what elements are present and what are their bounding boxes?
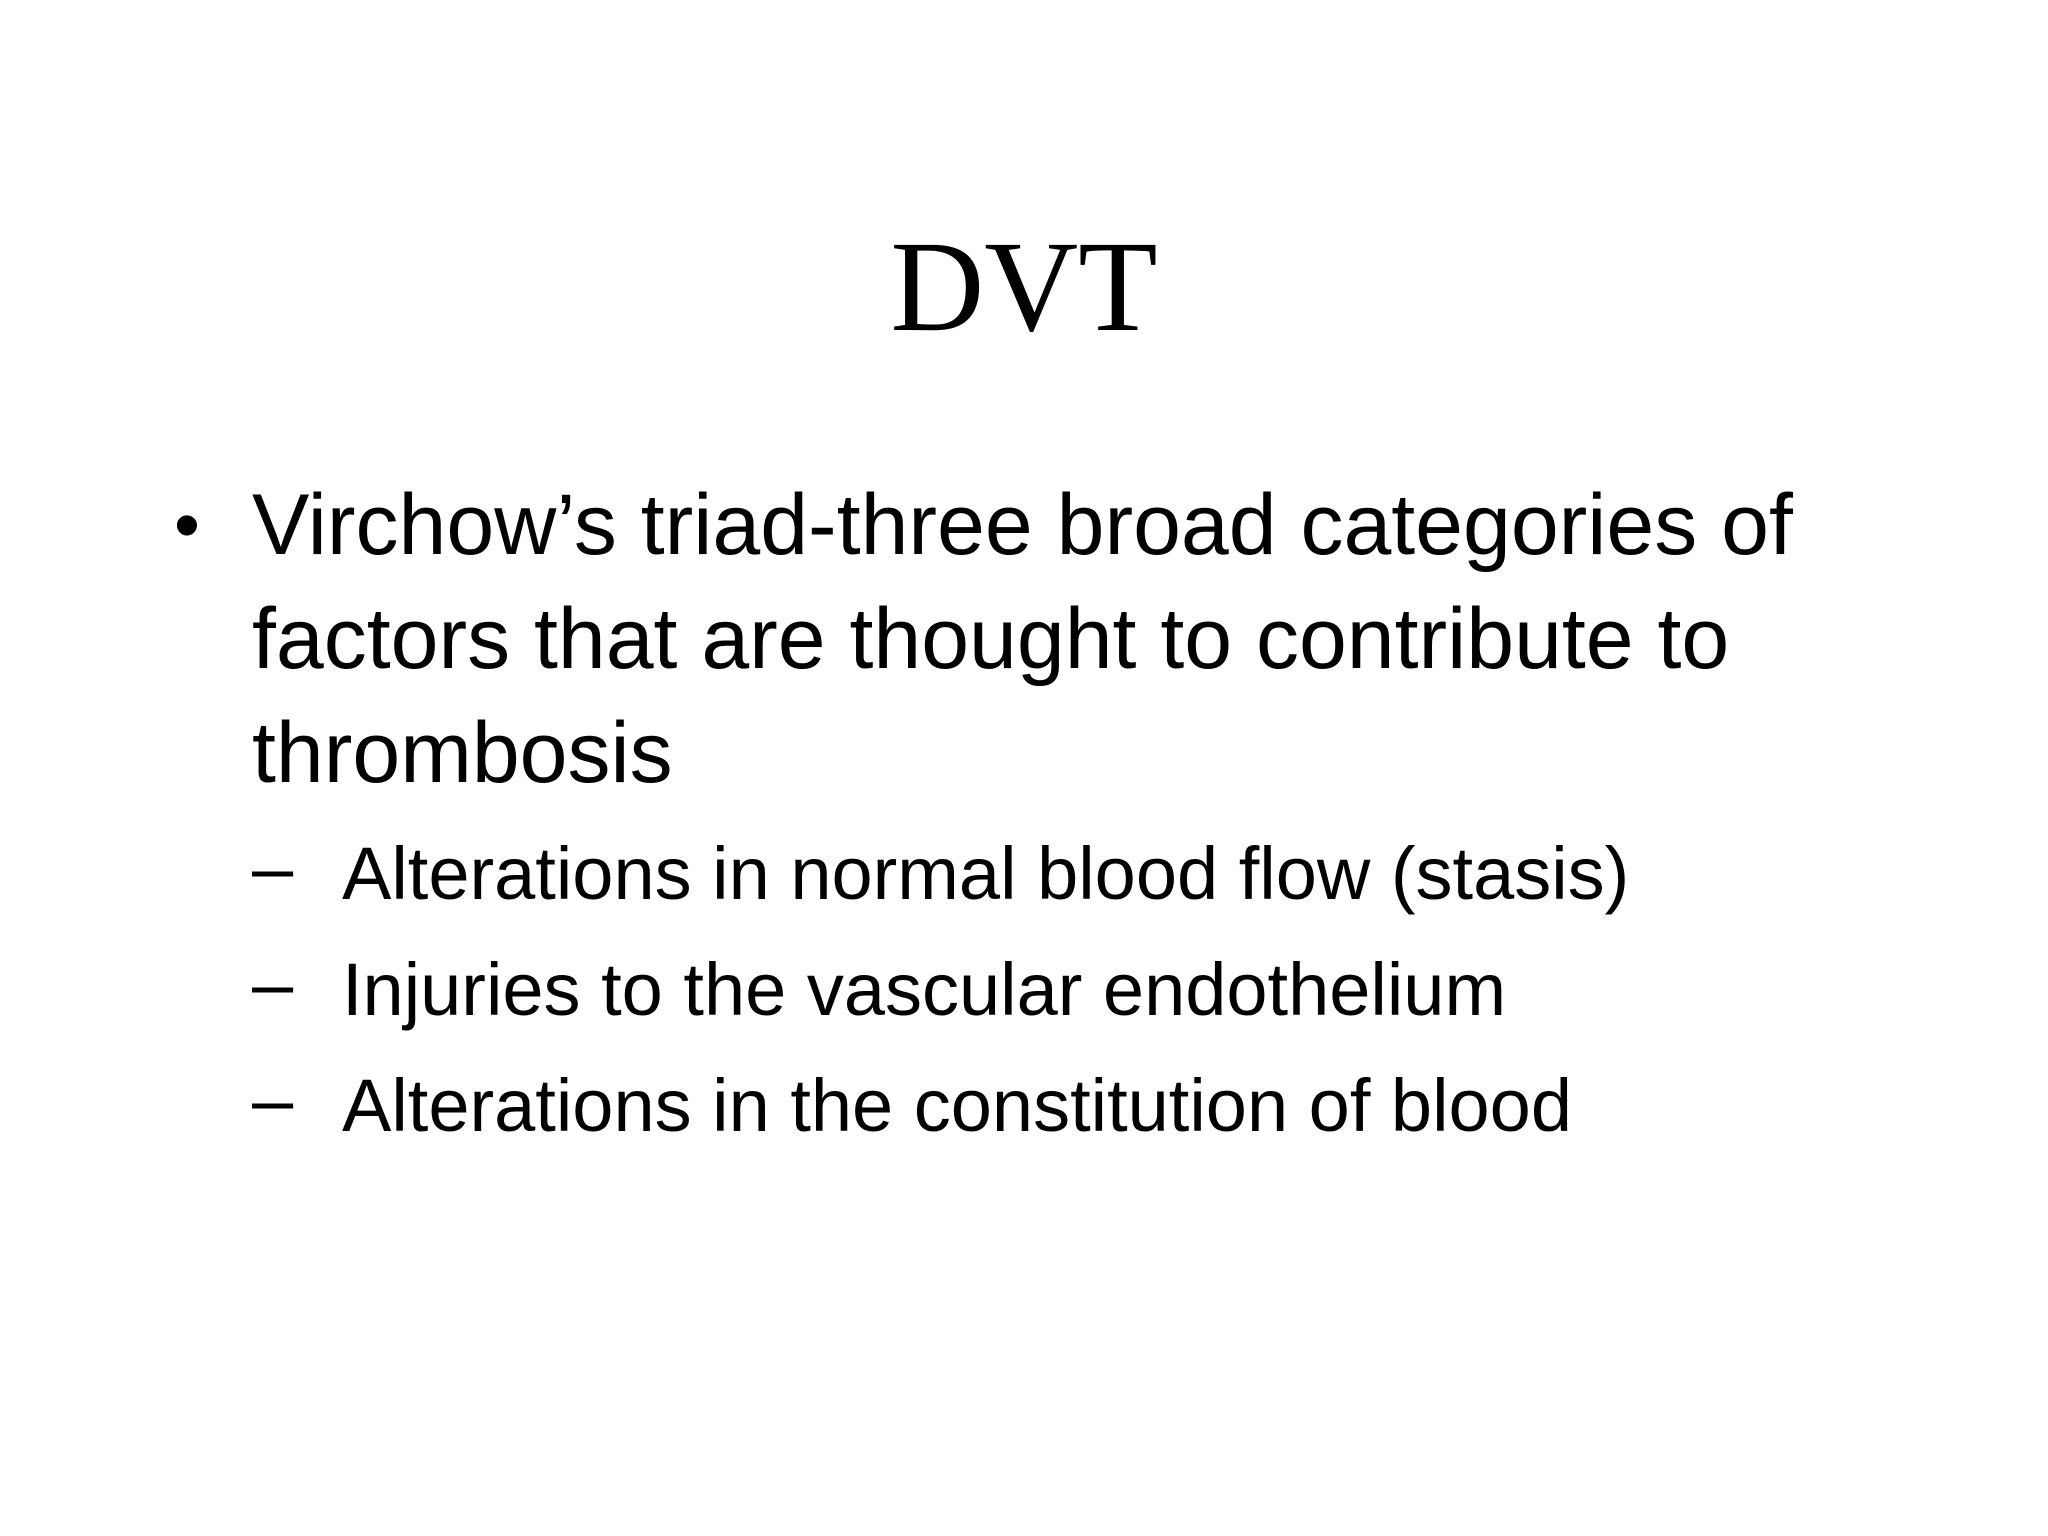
- sub-bullet-item: [252, 1048, 1880, 1164]
- bullet-dot-icon: •: [174, 483, 200, 566]
- dash-icon: –: [252, 1058, 294, 1141]
- bullet-list: [160, 468, 1880, 1164]
- sub-bullet-list: [252, 816, 1880, 1164]
- sub-bullet-item: [252, 932, 1880, 1048]
- sub-bullet-text: Alterations in normal blood flow (stasis): [342, 832, 1630, 915]
- bullet-item: [160, 468, 1880, 1164]
- sub-bullet-text: Alterations in the constitution of blood: [342, 1064, 1572, 1147]
- sub-bullet-text: Injuries to the vascular endothelium: [342, 948, 1507, 1031]
- sub-bullet-item: [252, 816, 1880, 932]
- slide-title: DVT: [890, 215, 1158, 359]
- dash-icon: –: [252, 826, 294, 909]
- dash-icon: –: [252, 942, 294, 1025]
- bullet-text: Virchow’s triad-three broad categories of factors that are thought to contribute to thrombosis: [252, 477, 1793, 801]
